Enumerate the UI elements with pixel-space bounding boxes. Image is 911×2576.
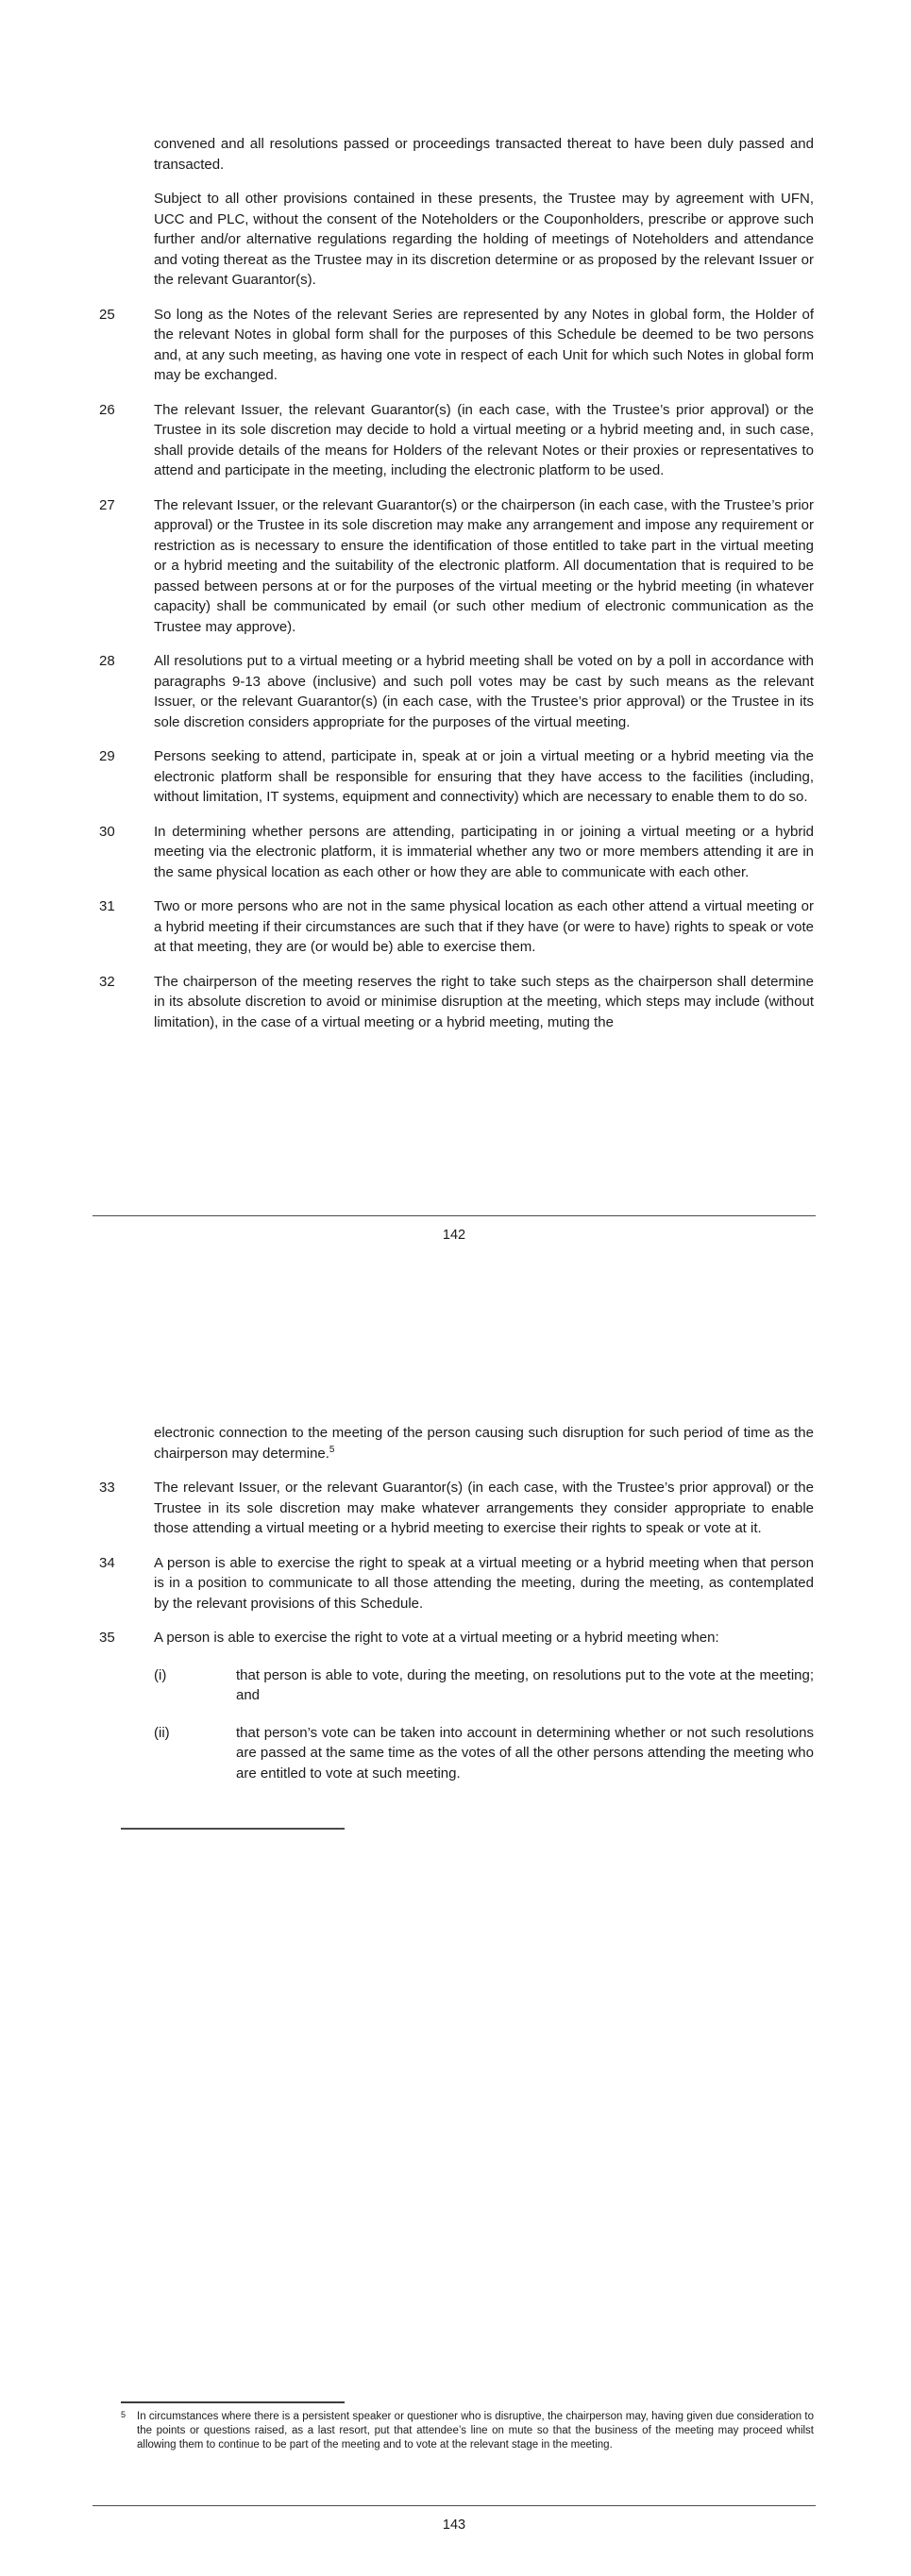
paragraph-body [154,400,814,481]
footnote-block [121,2401,814,2452]
paragraph-text: The relevant Issuer, or the relevant Guarantor(s) (in each case, with the Trustee’s prior approval) or the Trustee in its sole discretion may make whatever arrangements they consider appropriate to enable those attending a virtual meeting or a hybrid meeting to exercise their rights to speak or vote at it. [154,1480,814,1536]
page-number: 143 [442,2517,466,2533]
paragraph-text: The relevant Issuer, or the relevant Guarantor(s) or the chairperson (in each case, with the Trustee’s prior approval) or the Trustee in its sole discretion may make any arrangement and impose any requirement or restriction as is necessary to ensure the identification of those entitled to take part in the virtual meeting or a hybrid meeting and the suitability of the electronic platform. All documentation that is required to be passed between persons at or for the purposes of the virtual meeting or the hybrid meeting (in whatever capacity) shall be communicated by email (or such other medium of electronic communication as the Trustee may approve). [154,496,814,635]
paragraph-number [99,1423,154,1464]
paragraph-body [154,822,814,883]
paragraph-number: 26 [99,401,115,418]
paragraph-body [154,896,814,958]
numbered-paragraph [99,495,814,638]
footnote-separator-rule [121,2401,345,2403]
sub-paragraph [154,1723,814,1784]
paragraph-number: 33 [99,1480,115,1496]
numbered-paragraph [99,1478,814,1539]
section-end-rule [121,1828,345,1830]
paragraph-number [99,134,154,175]
paragraph-text: convened and all resolutions passed or proceedings transacted thereat to have been duly passed and transacted. [154,136,814,173]
paragraph-body [154,1478,814,1539]
paragraph-body [154,1553,814,1614]
paragraph-number: 31 [99,898,115,914]
footer-rule [93,1215,816,1216]
paragraph-number: 32 [99,973,115,990]
paragraph-number: 34 [99,1554,115,1571]
page-143-content [99,1264,814,1830]
document-page-143 [0,1264,911,2576]
paragraph-body [154,1628,814,1783]
paragraph-body [154,651,814,732]
page-number: 142 [442,1228,466,1243]
paragraph-number: 35 [99,1630,115,1646]
footnote-text: In circumstances where there is a persistent speaker or questioner who is disruptive, the chairperson may, having given due consideration to the points or questions raised, as a last resort, put that attendee’s line on mute so that the business of the meeting may proceed whilst allowing them to continue to be part of the meeting and to vote at the relevant stage in the meeting. [137,2411,814,2451]
paragraph-text: Persons seeking to attend, participate in, speak at or join a virtual meeting or a hybrid meeting via the electronic platform shall be responsible for ensuring that they have access to the facilities (including, without limitation, IT systems, equipment and connectivity) which are necessary to enable them to do so. [154,748,814,805]
paragraph-text: In determining whether persons are attending, participating in or joining a virtual meeting or a hybrid meeting via the electronic platform, it is immaterial whether any two or more members attending it are in the same physical location as each other or how they are able to communicate with each other. [154,823,814,880]
sub-paragraph [154,1665,814,1706]
paragraph-text: A person is able to exercise the right to speak at a virtual meeting or a hybrid meeting when that person is in a position to communicate to all those attending the meeting, during the meeting, as contemplated by the relevant provisions of this Schedule. [154,1554,814,1612]
paragraph-body [154,972,814,1033]
numbered-paragraph [99,896,814,958]
numbered-paragraph [99,972,814,1033]
paragraph-number: 29 [99,748,115,764]
paragraph-number: 30 [99,823,115,840]
paragraph-body [154,495,814,638]
footnote-reference: 5 [329,1444,335,1455]
paragraph-number: 28 [99,653,115,669]
sub-paragraph-marker: (i) [154,1666,167,1683]
numbered-paragraph [99,822,814,883]
paragraph-body [154,305,814,386]
numbered-paragraph [99,400,814,481]
footer-rule [93,2505,816,2506]
footnote [121,2410,814,2452]
page-142-content [99,0,814,1032]
paragraph-body [154,134,814,175]
document-page-142 [0,0,911,1264]
numbered-paragraph [99,746,814,808]
paragraph-number: 27 [99,496,115,513]
paragraph-text: Two or more persons who are not in the same physical location as each other attend a virtual meeting or a hybrid meeting if their circumstances are such that if they have (or were to have) rights to speak or vote at that meeting, they are (or would be) able to exercise them. [154,898,814,955]
numbered-paragraph [99,134,814,175]
numbered-paragraph [99,1553,814,1614]
paragraph-text: electronic connection to the meeting of the person causing such disruption for such period of time as the chairperson may determine.$^5$ [154,1425,814,1462]
numbered-paragraph [99,651,814,732]
sub-paragraph-text: that person’s vote can be taken into account in determining whether or not such resolutions are passed at the same time as the votes of all the other persons attending the meeting who are entitled to vote at such meeting. [236,1724,814,1781]
paragraph-text: The relevant Issuer, the relevant Guarantor(s) (in each case, with the Trustee’s prior approval) or the Trustee in its sole discretion may decide to hold a virtual meeting or a hybrid meeting and, in such case, shall provide details of the means for Holders of the relevant Notes or their proxies or representatives to attend and participate in the meeting, including the electronic platform to be used. [154,401,814,478]
paragraph-text: The chairperson of the meeting reserves the right to take such steps as the chairperson shall determine in its absolute discretion to avoid or minimise disruption at the meeting, which steps may include (without limitation), in the case of a virtual meeting or a hybrid meeting, muting the [154,973,814,1030]
numbered-paragraph [99,1628,814,1783]
numbered-paragraph [99,305,814,386]
paragraph-text: So long as the Notes of the relevant Series are represented by any Notes in global form, the Holder of the relevant Notes in global form shall for the purposes of this Schedule be deemed to be two persons and, at any such meeting, as having one vote in respect of each Unit for which such Notes in global form may be exchanged. [154,306,814,383]
numbered-paragraph [99,189,814,291]
paragraph-body [154,1423,814,1464]
numbered-paragraph [99,1423,814,1464]
sub-paragraph-marker: (ii) [154,1724,170,1741]
page-142-footer [93,1215,816,1244]
paragraph-body [154,746,814,808]
paragraph-number: 25 [99,306,115,323]
paragraph-number [99,189,154,291]
paragraph-body [154,189,814,291]
paragraph-text: All resolutions put to a virtual meeting or a hybrid meeting shall be voted on by a poll in accordance with paragraphs 9-13 above (inclusive) and such poll votes may be cast by such means as the relevant Issuer, or the relevant Guarantor(s) (in each case, with the Trustee’s prior approval) or the Trustee in its sole discretion considers appropriate for the purposes of the virtual meeting. [154,653,814,730]
footnote-marker: 5 [121,2410,127,2419]
paragraph-text: A person is able to exercise the right to vote at a virtual meeting or a hybrid meeting when: [154,1630,719,1646]
sub-paragraph-text: that person is able to vote, during the meeting, on resolutions put to the vote at the meeting; and [236,1666,814,1703]
paragraph-text: Subject to all other provisions contained in these presents, the Trustee may by agreement with UFN, UCC and PLC, without the consent of the Noteholders or the Couponholders, prescribe or approve such further and/or alternative regulations regarding the holding of meetings of Noteholders and attendance and voting thereat as the Trustee may in its discretion determine or as proposed by the relevant Issuer or the relevant Guarantor(s). [154,191,814,288]
page-143-footer [93,2505,816,2534]
